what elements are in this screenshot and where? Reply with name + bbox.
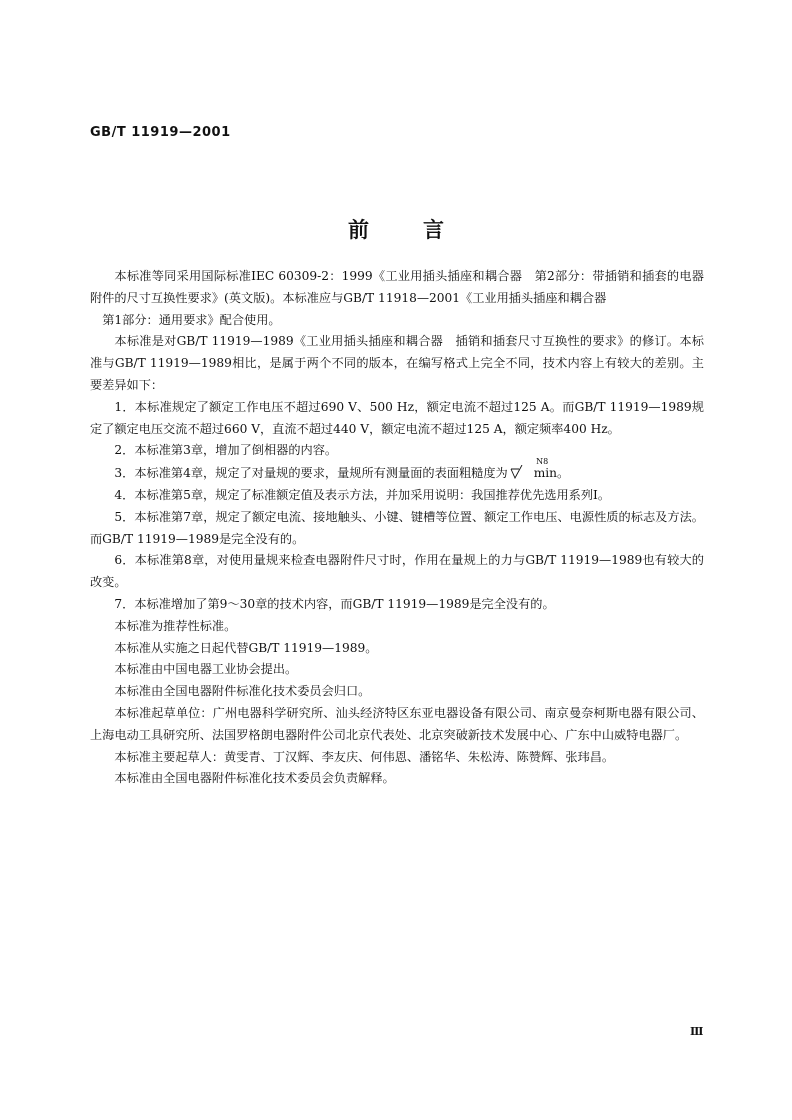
item-3-suffix: min。 bbox=[533, 466, 570, 481]
intro-paragraph-continued: 第1部分：通用要求》配合使用。 bbox=[102, 312, 281, 327]
title-char-1: 前 bbox=[348, 217, 369, 242]
difference-item-1: 1．本标准规定了额定工作电压不超过690 V、500 Hz，额定电流不超过125 A。而GB/T 11919—1989规定了额定电压交流不超过660 V，直流不超过440 V，额定电流不超过125 A，额定频率400 Hz。 bbox=[90, 399, 704, 436]
standard-code: GB/T 11919—2001 bbox=[90, 125, 231, 140]
drafters: 本标准主要起草人：黄雯青、丁汉辉、李友庆、何伟恩、潘铭华、朱松涛、陈赞辉、张玮昌。 bbox=[114, 749, 615, 764]
roughness-check-icon bbox=[510, 465, 532, 479]
item-3-text: 3．本标准第4章，规定了对量规的要求，量规所有测量面的表面粗糙度为 bbox=[114, 466, 508, 481]
document-body bbox=[90, 266, 704, 790]
intro-paragraph: 本标准等同采用国际标准IEC 60309-2：1999《工业用插头插座和耦合器 第2部分：带插销和插套的电器附件的尺寸互换性要求》(英文版)。本标准应与GB/T 11918—2001《工业用插头插座和耦合器 bbox=[90, 269, 704, 305]
roughness-grade: N8 bbox=[536, 457, 549, 467]
page-number: Ⅲ bbox=[690, 1025, 704, 1038]
page-title bbox=[0, 214, 792, 244]
difference-item-3 bbox=[90, 457, 704, 485]
difference-item-2: 2．本标准第3章，增加了倒相器的内容。 bbox=[114, 443, 338, 458]
committee-note: 本标准由全国电器附件标准化技术委员会归口。 bbox=[114, 684, 371, 699]
proposer-note: 本标准由中国电器工业协会提出。 bbox=[114, 662, 298, 677]
difference-item-5: 5．本标准第7章，规定了额定电流、接地触头、小键、键槽等位置、额定工作电压、电源性质的标志及方法。而GB/T 11919—1989是完全没有的。 bbox=[90, 509, 704, 546]
surface-roughness-icon bbox=[510, 457, 549, 478]
difference-item-6: 6．本标准第8章，对使用量规来检查电器附件尺寸时，作用在量规上的力与GB/T 11919—1989也有较大的改变。 bbox=[90, 553, 704, 590]
drafting-units: 本标准起草单位：广州电器科学研究所、汕头经济特区东亚电器设备有限公司、南京曼奈柯斯电器有限公司、上海电动工具研究所、法国罗格朗电器附件公司北京代表处、北京突破新技术发展中心、广东中山威特电器厂。 bbox=[90, 705, 704, 742]
interpretation-note: 本标准由全国电器附件标准化技术委员会负责解释。 bbox=[114, 771, 395, 786]
title-char-2: 言 bbox=[423, 217, 444, 242]
replacement-note: 本标准从实施之日起代替GB/T 11919—1989。 bbox=[114, 640, 378, 655]
recommendation-note: 本标准为推荐性标准。 bbox=[114, 618, 237, 633]
difference-item-4: 4．本标准第5章，规定了标准额定值及表示方法，并加采用说明：我国推荐优先选用系列Ⅰ。 bbox=[114, 487, 611, 502]
revision-paragraph: 本标准是对GB/T 11919—1989《工业用插头插座和耦合器 插销和插套尺寸互换性的要求》的修订。本标准与GB/T 11919—1989相比，是属于两个不同的版本，在编写格式上完全不同，技术内容上有较大的差别。主要差异如下： bbox=[90, 334, 704, 392]
difference-item-7: 7．本标准增加了第9～30章的技术内容，而GB/T 11919—1989是完全没有的。 bbox=[114, 596, 555, 611]
